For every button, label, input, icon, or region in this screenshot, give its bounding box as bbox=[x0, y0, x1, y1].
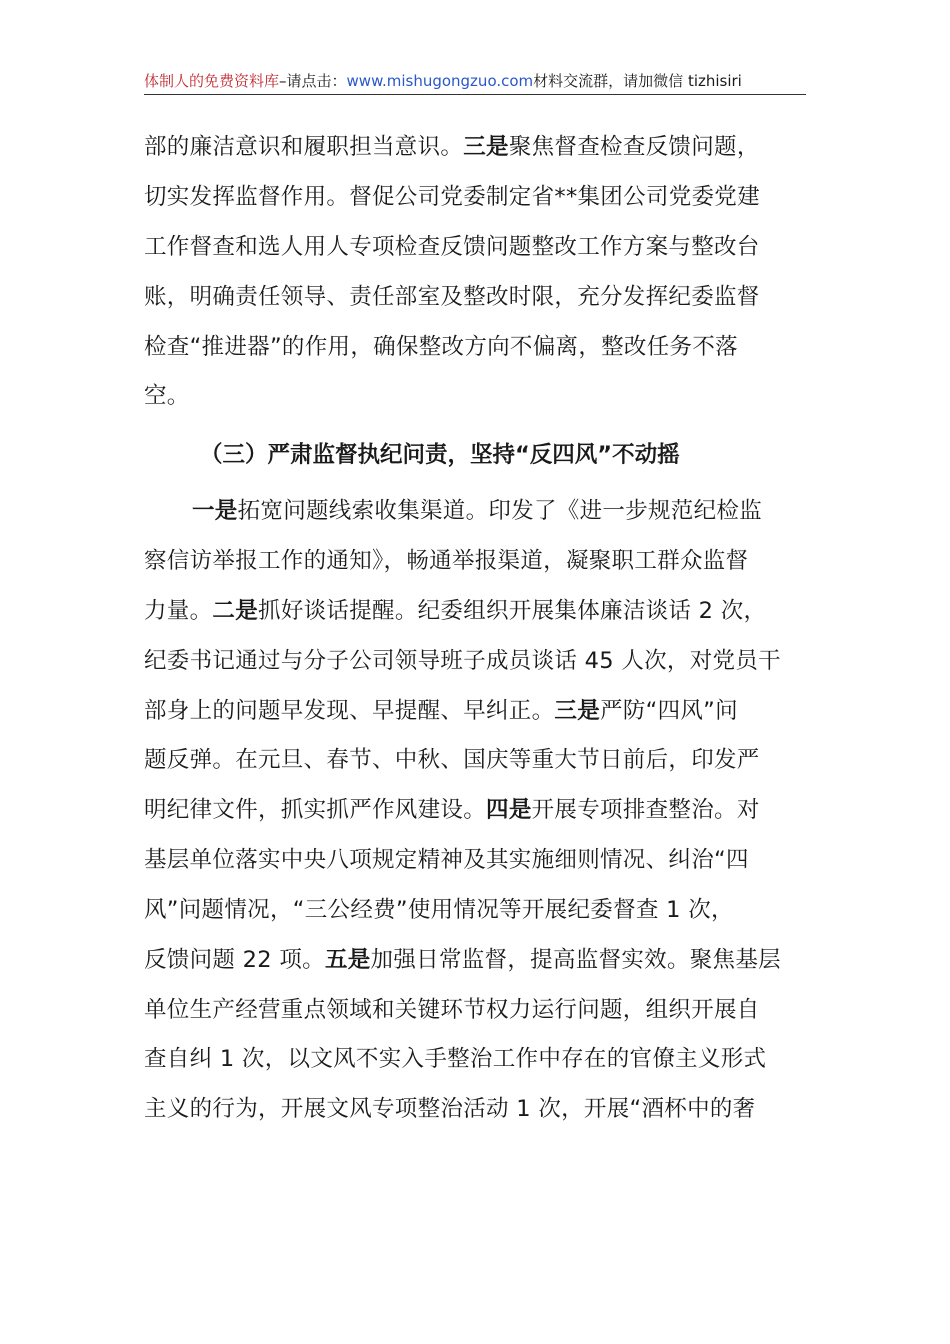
text-line bbox=[144, 596, 766, 626]
bold-lead: 四是 bbox=[486, 797, 532, 823]
text-span: 拓宽问题线索收集渠道。印发了《进一步规范纪检监 bbox=[237, 498, 763, 524]
text-line bbox=[144, 795, 760, 825]
text-line: 基层单位落实中央八项规定精神及其实施细则情况、纠治“四 bbox=[144, 847, 749, 873]
text-line: 切实发挥监督作用。督促公司党委制定省**集团公司党委党建 bbox=[144, 184, 760, 210]
text-span: 加强日常监督，提高监督实效。聚焦基层 bbox=[370, 947, 781, 973]
bold-lead: 二是 bbox=[212, 598, 259, 624]
text-line: 空。 bbox=[144, 383, 190, 409]
bold-lead: 三是 bbox=[463, 134, 509, 160]
text-span: 抓好谈话提醒。纪委组织开展集体廉洁谈话 2 次， bbox=[258, 598, 767, 624]
header-url-link[interactable]: www.mishugongzuo.com bbox=[346, 72, 534, 90]
text-line: 账，明确责任领导、责任部室及整改时限，充分发挥纪委监督 bbox=[144, 284, 760, 310]
text-line: 察信访举报工作的通知》，畅通举报渠道，凝聚职工群众监督 bbox=[144, 548, 749, 574]
text-line: 检查“推进器”的作用，确保整改方向不偏离，整改任务不落 bbox=[144, 334, 738, 360]
text-line: 纪委书记通过与分子公司领导班子成员谈话 45 人次，对党员干 bbox=[144, 648, 781, 674]
text-line: 查自纠 1 次，以文风不实入手整治工作中存在的官僚主义形式 bbox=[144, 1046, 767, 1072]
section-heading: （三）严肃监督执纪问责，坚持“反四风”不动摇 bbox=[200, 442, 680, 468]
text-span: 开展专项排查整治。对 bbox=[531, 797, 760, 823]
text-span: 严防“四风”问 bbox=[600, 698, 738, 724]
text-line bbox=[144, 132, 760, 162]
text-line: 主义的行为，开展文风专项整治活动 1 次，开展“酒杯中的奢 bbox=[144, 1096, 756, 1122]
header-note: 材料交流群，请加微信 tizhisiri bbox=[533, 72, 742, 90]
text-line: 工作督查和选人用人专项检查反馈问题整改工作方案与整改台 bbox=[144, 234, 760, 260]
header-prompt: –请点击： bbox=[279, 72, 347, 90]
bold-lead: 一是 bbox=[192, 498, 238, 524]
text-span: 部身上的问题早发现、早提醒、早纠正。 bbox=[144, 698, 555, 724]
text-span: 反馈问题 22 项。 bbox=[144, 947, 325, 973]
bold-lead: 五是 bbox=[324, 947, 371, 973]
text-span: 明纪律文件，抓实抓严作风建设。 bbox=[144, 797, 487, 823]
text-span: 力量。 bbox=[144, 598, 213, 624]
text-span: 部的廉洁意识和履职担当意识。 bbox=[144, 134, 464, 160]
text-line bbox=[144, 696, 738, 726]
text-line bbox=[144, 945, 781, 975]
text-line: 风”问题情况，“三公经费”使用情况等开展纪委督查 1 次， bbox=[144, 897, 734, 923]
text-line: 单位生产经营重点领域和关键环节权力运行问题，组织开展自 bbox=[144, 997, 760, 1023]
text-line: 题反弹。在元旦、春节、中秋、国庆等重大节日前后，印发严 bbox=[144, 747, 760, 773]
bold-lead: 三是 bbox=[554, 698, 601, 724]
page-header bbox=[144, 68, 806, 95]
header-brand: 体制人的免费资料库 bbox=[144, 72, 280, 90]
text-span: 聚焦督查检查反馈问题， bbox=[508, 134, 760, 160]
text-line bbox=[192, 496, 762, 526]
